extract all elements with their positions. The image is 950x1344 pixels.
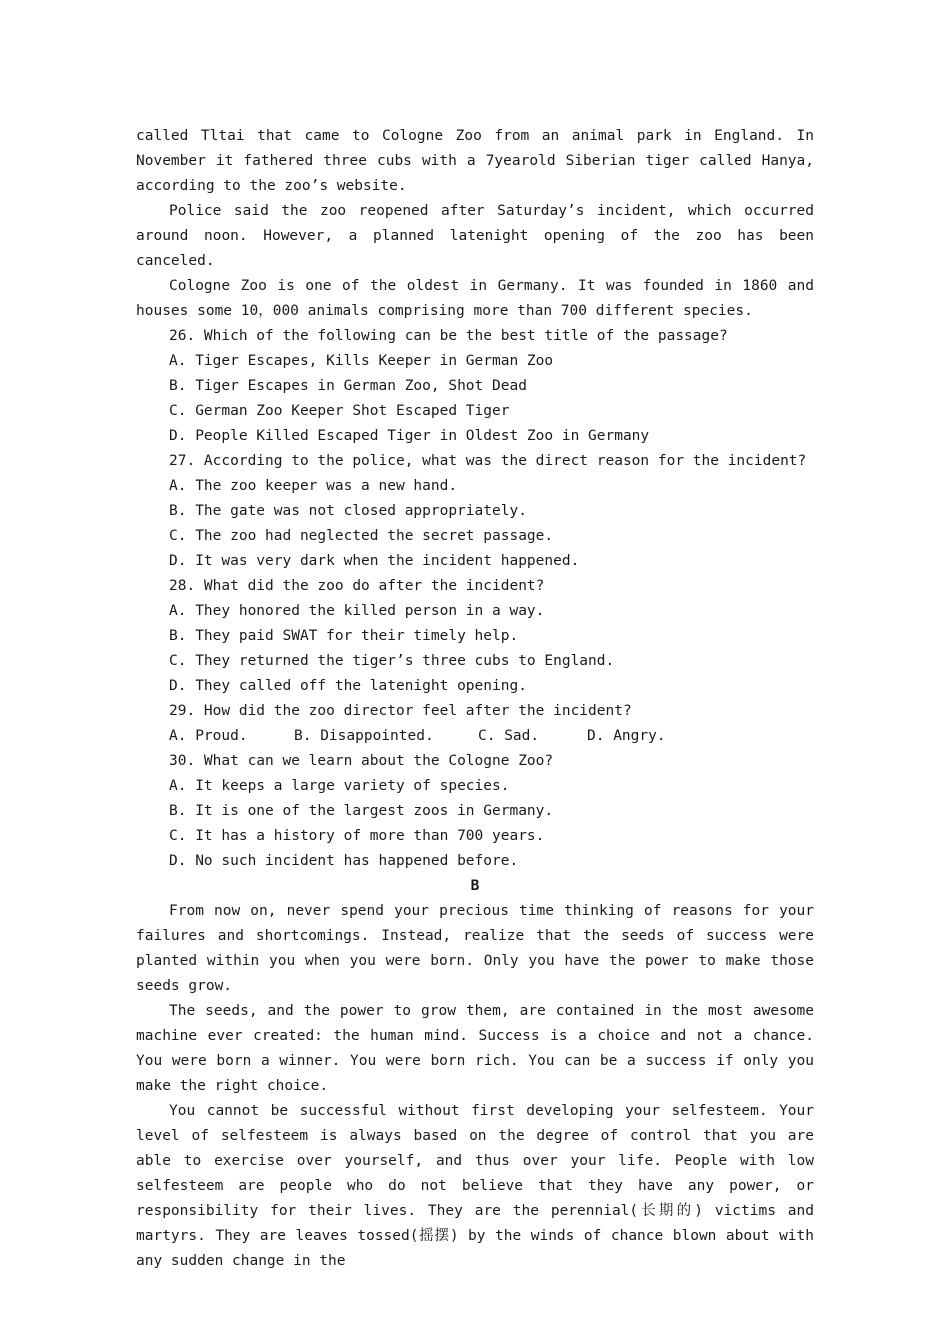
document-page [136,124,814,1274]
question-27 [136,449,814,574]
passage-b-paragraph-3: You cannot be successful without first developing your selfesteem. Your level of selfesteem is always based on the degree of control that you are able to exercise over yourself, and thus over your life. People with low selfesteem are people who do not believe that they have any power, or responsibility for their lives. They are the perennial(长期的) victims and martyrs. They are leaves tossed(摇摆) by the winds of chance blown about with any sudden change in the [136,1103,814,1269]
question-29 [136,699,814,749]
option-d: D. No such incident has happened before. [169,853,519,869]
passage-a-paragraph-1: called Tltai that came to Cologne Zoo from an animal park in England. In November it fathered three cubs with a 7yearold Siberian tiger called Hanya, according to the zoo’s website. [136,128,814,194]
option-c: C. They returned the tiger’s three cubs to England. [169,653,615,669]
option-d: D. People Killed Escaped Tiger in Oldest Zoo in Germany [169,428,650,444]
option-c: C. Sad. [478,728,540,744]
question-stem: 28. What did the zoo do after the incident? [169,578,545,594]
passage-a-paragraph-3: Cologne Zoo is one of the oldest in Germany. It was founded in 1860 and houses some 10，000 animals comprising more than 700 different species. [136,278,814,319]
passage-b-paragraph-2: The seeds, and the power to grow them, are contained in the most awesome machine ever created: the human mind. Success is a choice and not a chance. You were born a winner. You were born rich. You can be a success if only you make the right choice. [136,1003,814,1094]
question-30 [136,749,814,874]
option-d: D. Angry. [587,728,666,744]
options-row [136,724,814,749]
option-a: A. The zoo keeper was a new hand. [169,478,458,494]
question-stem: 27. According to the police, what was the direct reason for the incident? [169,453,807,469]
option-a: A. It keeps a large variety of species. [169,778,510,794]
option-c: C. It has a history of more than 700 years. [169,828,545,844]
option-d: D. They called off the latenight opening. [169,678,527,694]
passage-a-paragraph-2: Police said the zoo reopened after Saturday’s incident, which occurred around noon. However, a planned latenight opening of the zoo has been canceled. [136,203,814,269]
option-a: A. Tiger Escapes, Kills Keeper in German Zoo [169,353,554,369]
option-c: C. German Zoo Keeper Shot Escaped Tiger [169,403,510,419]
passage-b-paragraph-1: From now on, never spend your precious time thinking of reasons for your failures and shortcomings. Instead, realize that the seeds of success were planted within you when you were born. Only you have the power to make those seeds grow. [136,903,814,994]
option-b: B. The gate was not closed appropriately. [169,503,527,519]
option-d: D. It was very dark when the incident happened. [169,553,580,569]
question-28 [136,574,814,699]
option-c: C. The zoo had neglected the secret passage. [169,528,554,544]
section-heading-b: B [470,878,480,894]
option-b: B. They paid SWAT for their timely help. [169,628,519,644]
question-stem: 29. How did the zoo director feel after the incident? [169,703,632,719]
question-stem: 26. Which of the following can be the best title of the passage? [169,328,728,344]
option-b: B. It is one of the largest zoos in Germany. [169,803,554,819]
option-b: B. Tiger Escapes in German Zoo, Shot Dead [169,378,527,394]
option-b: B. Disappointed. [294,728,434,744]
question-26 [136,324,814,449]
option-a: A. They honored the killed person in a way. [169,603,545,619]
question-stem: 30. What can we learn about the Cologne Zoo? [169,753,554,769]
option-a: A. Proud. [169,728,248,744]
